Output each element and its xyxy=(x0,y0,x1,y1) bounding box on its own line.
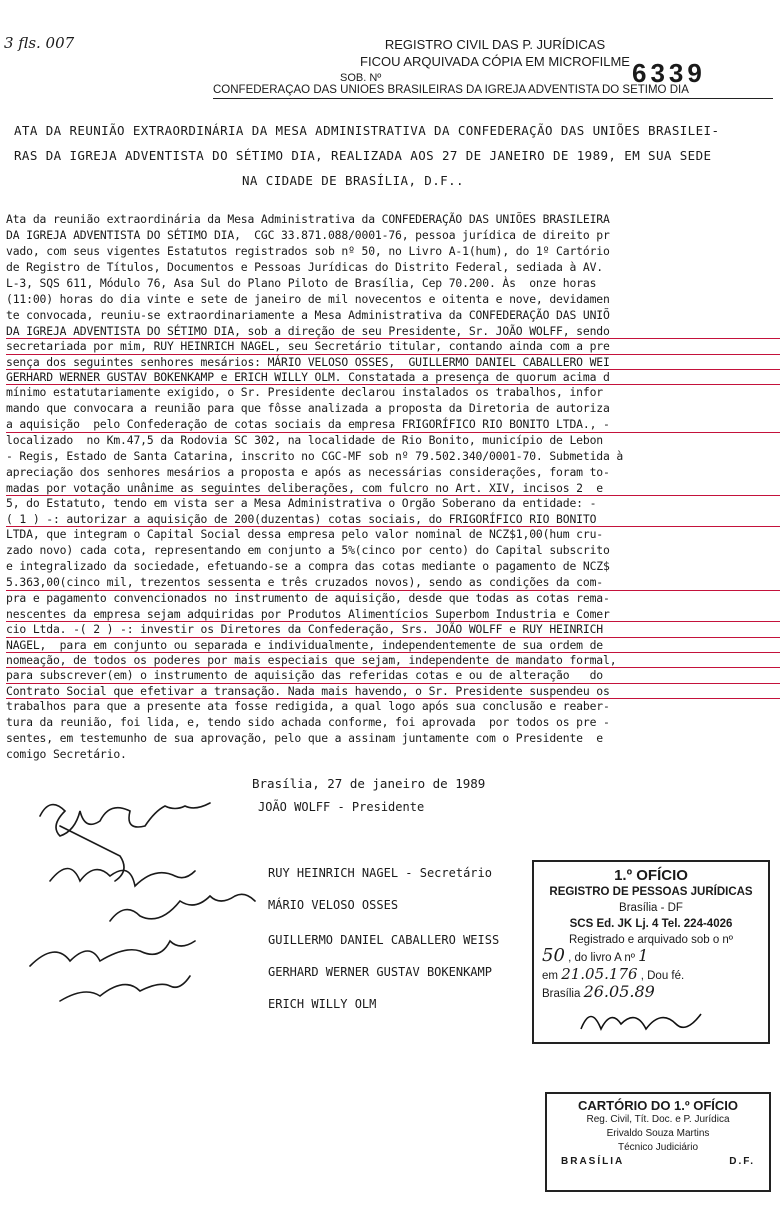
signatory-6: ERICH WILLY OLM xyxy=(268,997,377,1011)
title-line-2: RAS DA IGREJA ADVENTISTA DO SÉTIMO DIA, REALIZADA AOS 27 DE JANEIRO DE 1989, EM SUA SEDE xyxy=(14,148,712,163)
stamp-brasilia-label: Brasília xyxy=(542,988,581,1000)
body-line: (11:00) horas do dia vinte e sete de janeiro de mil novecentos e oitenta e nove, devidamen xyxy=(6,291,610,306)
stamp-registered: Registrado e arquivado sob o nº xyxy=(568,934,734,946)
body-line: pra e pagamento convencionados no instrumento de aquisição, desde que todas as cotas rema- xyxy=(6,590,610,605)
cartorio-city: BRASÍLIA xyxy=(561,1156,625,1167)
body-line: Contrato Social que efetivar a transação. Nada mais havendo, o Sr. Presidente suspendeu os xyxy=(6,684,780,699)
body-line: apreciação dos senhores mesários a proposta e após as necessárias considerações, foram to- xyxy=(6,464,610,479)
signatory-2: RUY HEINRICH NAGEL - Secretário xyxy=(268,866,492,880)
cartorio-footer xyxy=(547,1155,769,1169)
cartorio-state: D.F. xyxy=(729,1156,755,1167)
stamp-number-row xyxy=(534,945,768,966)
body-line: sentes, em testemunho de sua aprovação, pelo que a assinam juntamente com o Presidente e xyxy=(6,731,603,746)
cartorio-stamp xyxy=(545,1092,771,1192)
body-line: zado novo) cada cota, representando em conjunto a 5%(cinco por cento) do Capital subscrito xyxy=(6,543,610,558)
body-line: vado, com seus vigentes Estatutos registrados sob nº 50, no Livro A-1(hum), do 1º Cartório xyxy=(6,243,610,258)
stamp-city: Brasília - DF xyxy=(619,902,683,914)
body-line: madas por votação unânime as seguintes deliberações, com fulcro no Art. XIV, incisos 2 e xyxy=(6,481,780,496)
signatory-3: MÁRIO VELOSO OSSES xyxy=(268,898,399,912)
handwritten-signatures xyxy=(20,786,270,1036)
stamp-subtitle: REGISTRO DE PESSOAS JURÍDICAS xyxy=(549,886,753,898)
body-line: e integralizado da sociedade, efetuando-se a compra das cotas mediante o pagamento de NCZ$ xyxy=(6,559,610,574)
body-line: mando que convocara a reunião para que fôsse analizada a proposta da Diretoria de autoriza xyxy=(6,401,610,416)
body-line: para subscrever(em) o instrumento de aquisição das referidas cotas e ou de alteração do xyxy=(6,668,780,683)
registry-header xyxy=(350,36,640,70)
title-line-1: ATA DA REUNIÃO EXTRAORDINÁRIA DA MESA ADMINISTRATIVA DA CONFEDERAÇÃO DAS UNIÕES BRASILEI- xyxy=(14,123,720,138)
entity-line: CONFEDERAÇÃO DAS UNIÕES BRASILEIRAS DA IGREJA ADVENTISTA DO SÉTIMO DIA xyxy=(213,84,689,96)
body-line: secretariada por mim, RUY HEINRICH NAGEL, seu Secretário titular, contando ainda com a pre xyxy=(6,339,780,354)
body-line: - Regis, Estado de Santa Catarina, inscrito no CGC-MF sob nº 79.502.340/0001-70. Submetida à xyxy=(6,448,624,463)
signatory-1: JOÃO WOLFF - Presidente xyxy=(258,800,425,814)
stamp-number: 50 xyxy=(542,945,565,966)
signatory-4: GUILLERMO DANIEL CABALLERO WEISS xyxy=(268,933,500,947)
stamp-book-label: , do livro A nº xyxy=(568,952,635,964)
stamp-date: 26.05.89 xyxy=(583,982,655,1001)
body-line: mínimo estatutariamente exigido, o Sr. Presidente declarou instalados os trabalhos, infor xyxy=(6,385,603,400)
stamp-dou-label: , Dou fé. xyxy=(640,970,685,982)
body-line: Ata da reunião extraordinária da Mesa Administrativa da CONFEDERAÇÃO DAS UNIÕES BRASILEIRA xyxy=(6,212,610,226)
signatory-5: GERHARD WERNER GUSTAV BOKENKAMP xyxy=(268,965,492,979)
body-line: a aquisição pelo Confederação de cotas sociais da empresa FRIGORÍFICO RIO BONITO LTDA., - xyxy=(6,417,780,432)
registry-line-2: FICOU ARQUIVADA CÓPIA EM MICROFILME xyxy=(360,54,630,69)
body-line: tura da reunião, foi lida, e, tendo sido achada conforme, foi aprovada por todos os pre - xyxy=(6,715,610,730)
body-line: nescentes da empresa sejam adquiridas por Produtos Alimentícios Superbom Industria e Comer xyxy=(6,607,780,622)
stamp-em-date: 21.05.176 xyxy=(561,965,638,983)
stamp-title: 1.º OFÍCIO xyxy=(614,867,688,884)
stamp-date-row xyxy=(534,984,768,1002)
body-line: LTDA, que integram o Capital Social dessa empresa pelo valor nominal de NCZ$1,00(hum cru- xyxy=(6,527,603,542)
registry-stamp xyxy=(532,860,770,1044)
cartorio-title: CARTÓRIO DO 1.º OFÍCIO xyxy=(577,1098,739,1113)
minutes-title xyxy=(14,118,774,193)
margin-note: 3 fls. 007 xyxy=(4,34,75,52)
registry-line-1: REGISTRO CIVIL DAS P. JURÍDICAS xyxy=(384,37,606,52)
body-line: 5.363,00(cinco mil, trezentos sessenta e três cruzados novos), sendo as condições da com- xyxy=(6,575,780,590)
body-line: nomeação, de todos os poderes por mais especiais que sejam, independente de mandato formal, xyxy=(6,653,780,668)
signature-block xyxy=(0,800,540,1050)
title-line-3: NA CIDADE DE BRASÍLIA, D.F.. xyxy=(242,173,464,188)
body-line: DA IGREJA ADVENTISTA DO SÉTIMO DIA, CGC 33.871.088/0001-76, pessoa jurídica de direito pr xyxy=(6,227,610,242)
stamp-em-label: em xyxy=(542,970,558,982)
body-line: sença dos seguintes senhores mesários: MÁRIO VELOSO OSSES, GUILLERMO DANIEL CABALLERO WEI xyxy=(6,355,780,370)
body-line: trabalhos para que a presente ata fosse redigida, a qual logo após sua conclusão e reaber- xyxy=(6,699,610,714)
body-line: de Registro de Títulos, Documentos e Pessoas Jurídicas do Distrito Federal, sediada à AV. xyxy=(6,259,603,274)
stamp-book-number: 1 xyxy=(638,946,649,965)
cartorio-line-1: Reg. Civil, Tít. Doc. e P. Jurídica xyxy=(586,1114,730,1125)
date-line: Brasília, 27 de janeiro de 1989 xyxy=(252,776,486,791)
sob-no-label: SOB. Nº xyxy=(340,72,382,84)
entity-underline xyxy=(213,98,773,99)
body-line: ( 1 ) -: autorizar a aquisição de 200(duzentas) cotas sociais, do FRIGORÍFICO RIO BONITO xyxy=(6,512,780,527)
body-line: L-3, SQS 611, Módulo 76, Asa Sul do Plano Piloto de Brasília, Cep 70.200. Às onze horas xyxy=(6,275,597,290)
minutes-body xyxy=(6,212,780,763)
body-line: localizado no Km.47,5 da Rodovia SC 302, na localidade de Rio Bonito, município de Lebon xyxy=(6,432,603,447)
cartorio-name: Erivaldo Souza Martins xyxy=(606,1128,710,1139)
body-line: comigo Secretário. xyxy=(6,747,127,762)
registration-number: 6339 xyxy=(632,58,706,88)
cartorio-role: Técnico Judiciário xyxy=(617,1142,699,1153)
body-line: GERHARD WERNER GUSTAV BOKENKAMP e ERICH WILLY OLM. Constatada a presença de quorum acima d xyxy=(6,370,780,385)
body-line: te convocada, reuniu-se extraordinariamente a Mesa Administrativa da CONFEDERAÇÃO DAS UNIÕ xyxy=(6,307,610,322)
stamp-address: SCS Ed. JK Lj. 4 Tel. 224-4026 xyxy=(569,918,733,930)
body-line: DA IGREJA ADVENTISTA DO SÉTIMO DIA, sob a direção de seu Presidente, Sr. JOÃO WOLFF, sendo xyxy=(6,324,780,339)
stamp-signature xyxy=(571,1004,731,1038)
body-line: NAGEL, para em conjunto ou separada e individualmente, independentemente de sua ordem de xyxy=(6,638,780,653)
body-line: cio Ltda. -( 2 ) -: investir os Diretores da Confederação, Srs. JOÃO WOLFF e RUY HEINRICH xyxy=(6,622,780,637)
body-line: 5, do Estatuto, tendo em vista ser a Mesa Administrativa o Orgão Soberano da entidade: - xyxy=(6,496,597,511)
